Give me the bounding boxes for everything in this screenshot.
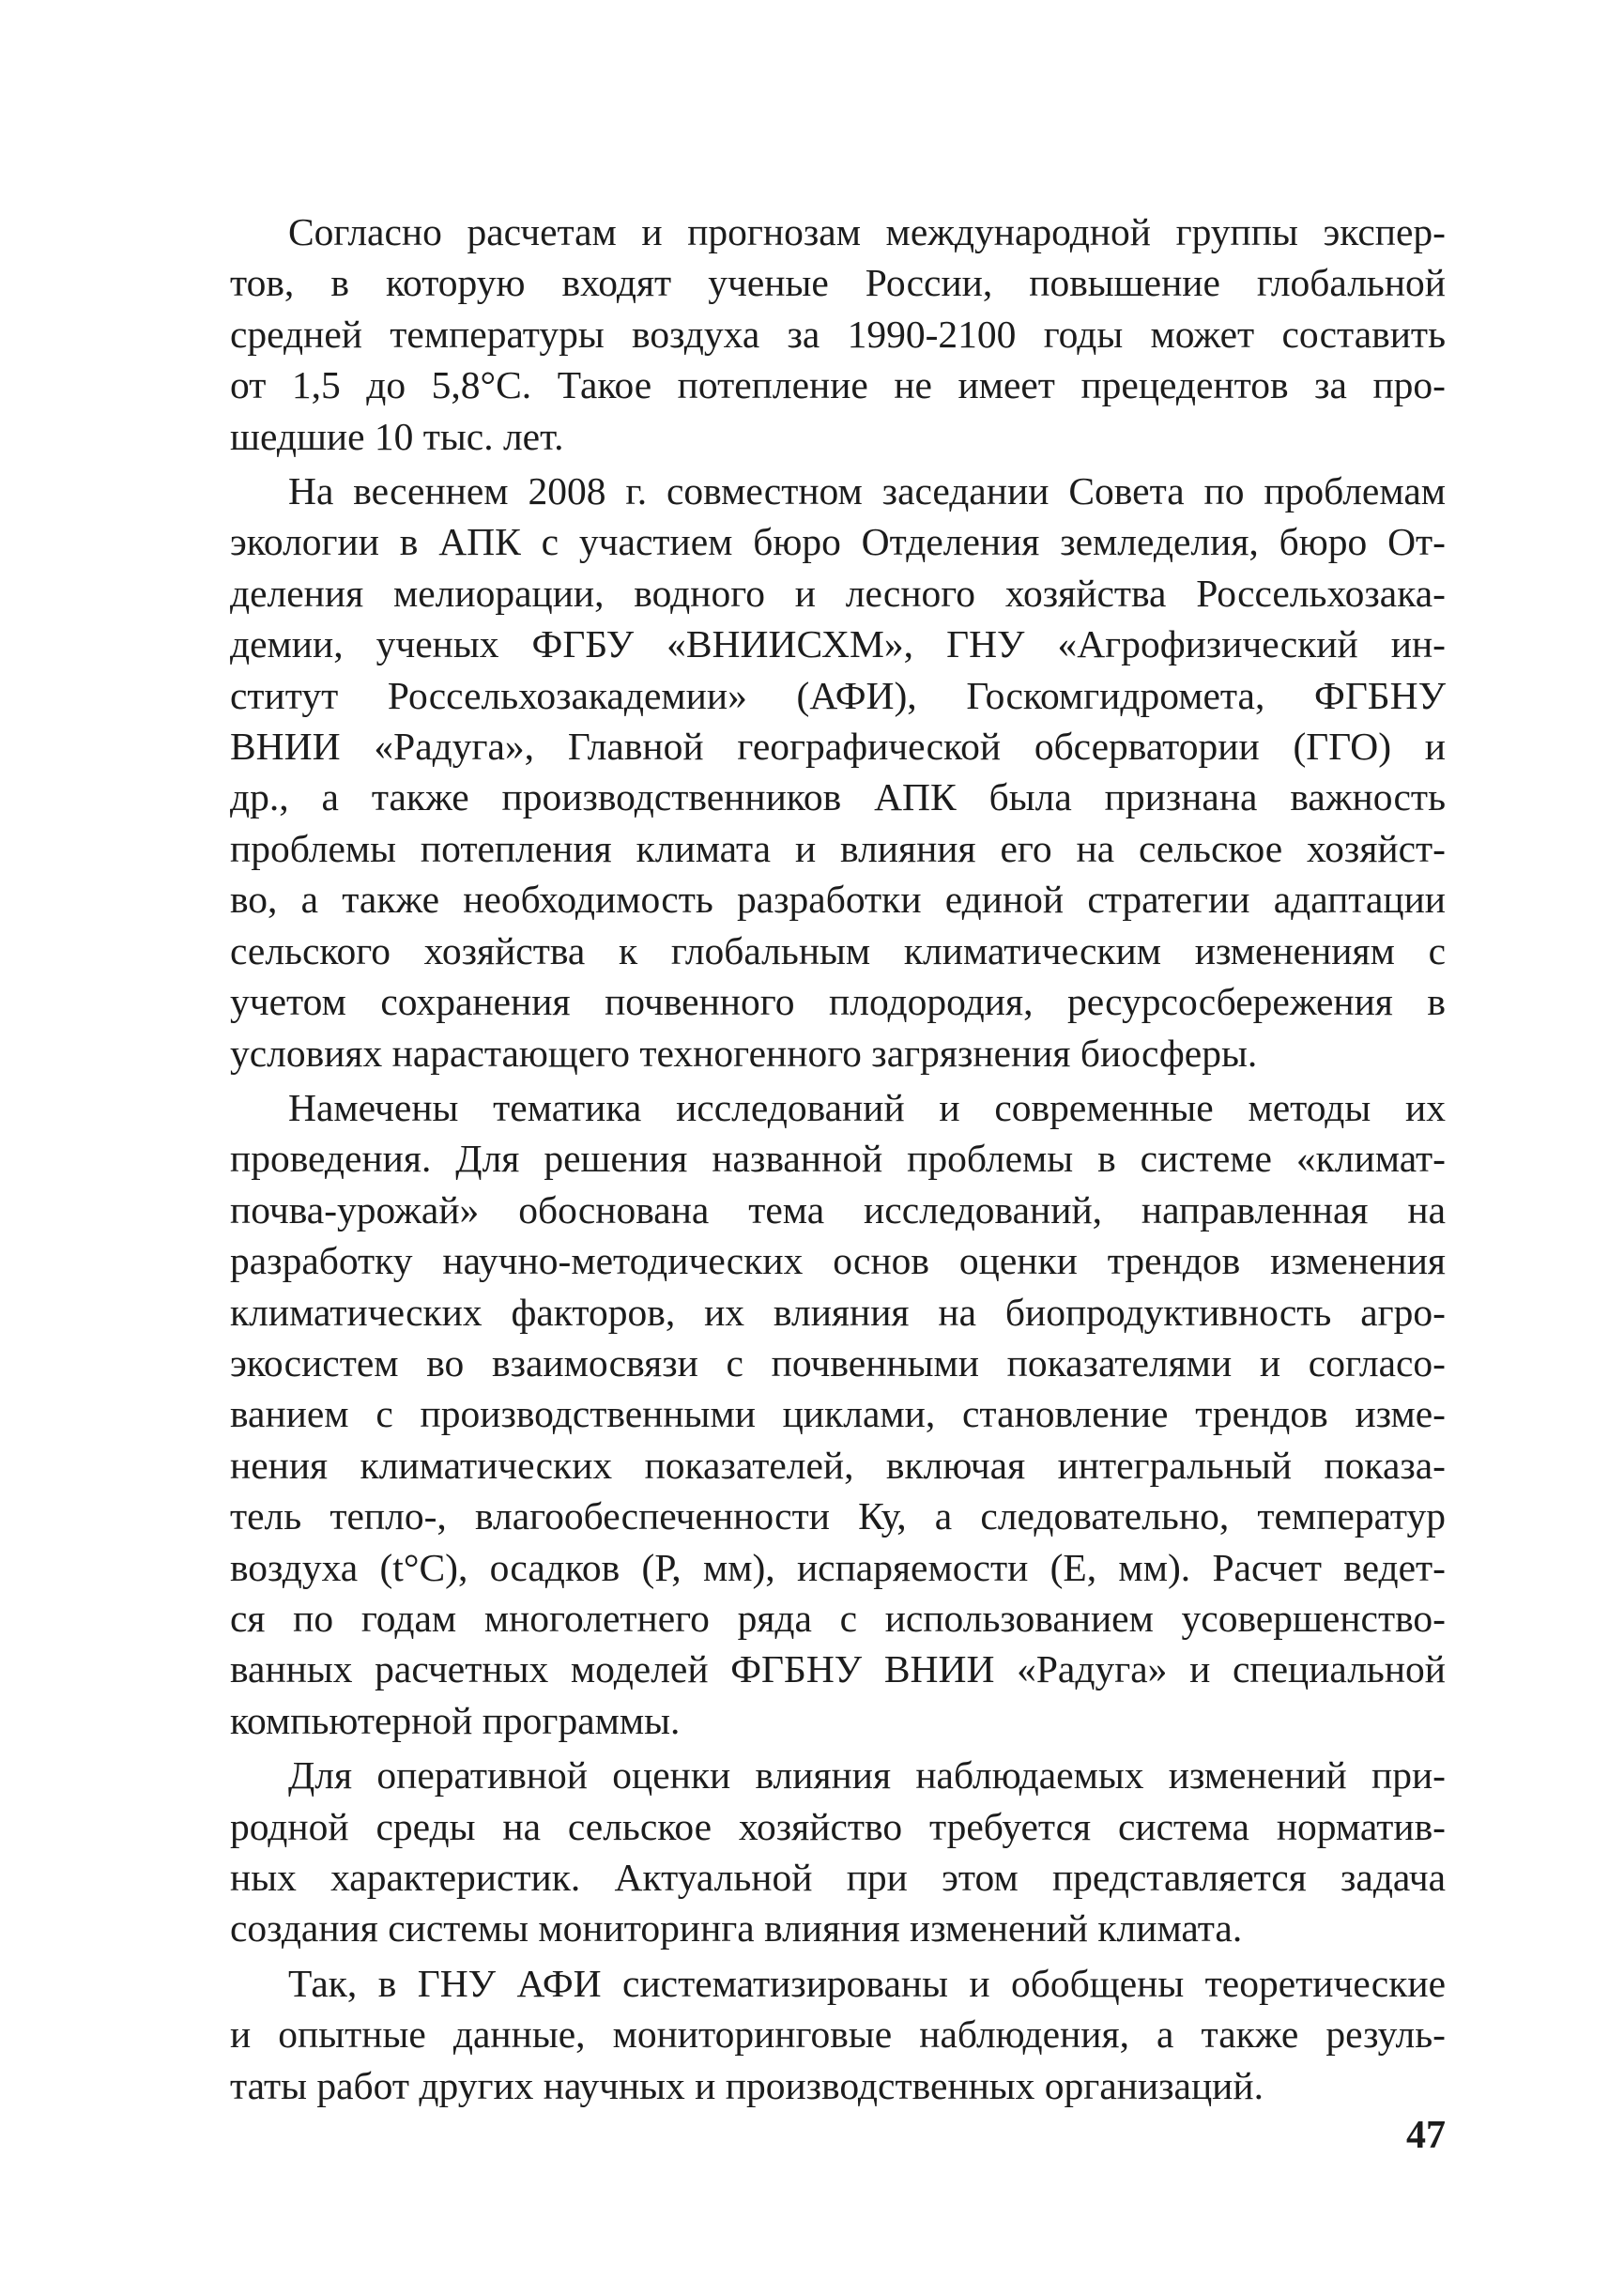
text-line: шедшие 10 тыс. лет. (230, 414, 564, 458)
text-line: и опытные данные, мониторинговые наблюдения, а также резуль- (230, 2012, 1446, 2057)
text-line: экологии в АПК с участием бюро Отделения земледелия, бюро От- (230, 520, 1446, 564)
text-line: проблемы потепления климата и влияния его на сельское хозяйст- (230, 826, 1446, 870)
text-line: сельского хозяйства к глобальным климатическим изменениям с (230, 928, 1446, 972)
page-number: 47 (1406, 2114, 1446, 2157)
text-line: ся по годам многолетнего ряда с использованием усовершенство- (230, 1596, 1446, 1640)
text-line: Намечены тематика исследований и современные методы их (288, 1085, 1446, 1129)
text-line: Так, в ГНУ АФИ систематизированы и обобщены теоретические (288, 1961, 1446, 2005)
text-line: тов, в которую входят ученые России, повышение глобальной (230, 261, 1446, 305)
text-line: учетом сохранения почвенного плодородия, ресурсосбережения в (230, 980, 1446, 1024)
text-line: демии, ученых ФГБУ «ВНИИСХМ», ГНУ «Агрофизический ин- (230, 622, 1446, 666)
text-line: ВНИИ «Радуга», Главной географической обсерватории (ГГО) и (230, 725, 1446, 769)
text-line: ститут Россельхозакадемии» (АФИ), Госкомгидромета, ФГБНУ (230, 673, 1446, 717)
text-line: средней температуры воздуха за 1990-2100 годы может составить (230, 312, 1446, 356)
body-text (230, 207, 1446, 2115)
text-line: ванных расчетных моделей ФГБНУ ВНИИ «Радуга» и специальной (230, 1647, 1446, 1691)
text-line: во, а также необходимость разработки единой стратегии адаптации (230, 878, 1446, 922)
text-line: тель тепло-, влагообеспеченности Ку, а следовательно, температур (230, 1494, 1446, 1538)
text-line: воздуха (t°С), осадков (Р, мм), испаряемости (Е, мм). Расчет ведет- (230, 1545, 1446, 1589)
text-line: компьютерной программы. (230, 1698, 681, 1742)
text-line: Для оперативной оценки влияния наблюдаемых изменений при- (288, 1753, 1446, 1798)
paragraph (230, 1082, 1446, 1746)
text-line: проведения. Для решения названной проблемы в системе «климат- (230, 1137, 1446, 1181)
text-line: Согласно расчетам и прогнозам международной группы экспер- (288, 210, 1446, 253)
text-line: На весеннем 2008 г. совместном заседании Совета по проблемам (288, 469, 1446, 513)
text-line: условиях нарастающего техногенного загрязнения биосферы. (230, 1031, 1258, 1075)
text-line: почва-урожай» обоснована тема исследований, направленная на (230, 1187, 1446, 1232)
text-line: деления мелиорации, водного и лесного хозяйства Россельхозака- (230, 571, 1446, 615)
text-line: ванием с производственными циклами, становление трендов изме- (230, 1392, 1446, 1436)
text-line: таты работ других научных и производственных организаций. (230, 2063, 1264, 2107)
paragraph (230, 1750, 1446, 1954)
paragraph (230, 1958, 1446, 2111)
text-line: нения климатических показателей, включая интегральный показа- (230, 1443, 1446, 1487)
paragraph (230, 207, 1446, 462)
text-line: родной среды на сельское хозяйство требуется система норматив- (230, 1804, 1446, 1848)
text-line: от 1,5 до 5,8°С. Такое потепление не имеет прецедентов за про- (230, 363, 1446, 407)
text-line: экосистем во взаимосвязи с почвенными показателями и согласо- (230, 1340, 1446, 1385)
text-line: ных характеристик. Актуальной при этом представляется задача (230, 1856, 1446, 1899)
text-line: климатических факторов, их влияния на биопродуктивность агро- (230, 1290, 1446, 1334)
text-line: создания системы мониторинга влияния изменений климата. (230, 1906, 1243, 1951)
paragraph (230, 466, 1446, 1079)
text-line: разработку научно-методических основ оценки трендов изменения (230, 1239, 1446, 1283)
text-line: др., а также производственников АПК была признана важность (230, 775, 1446, 819)
